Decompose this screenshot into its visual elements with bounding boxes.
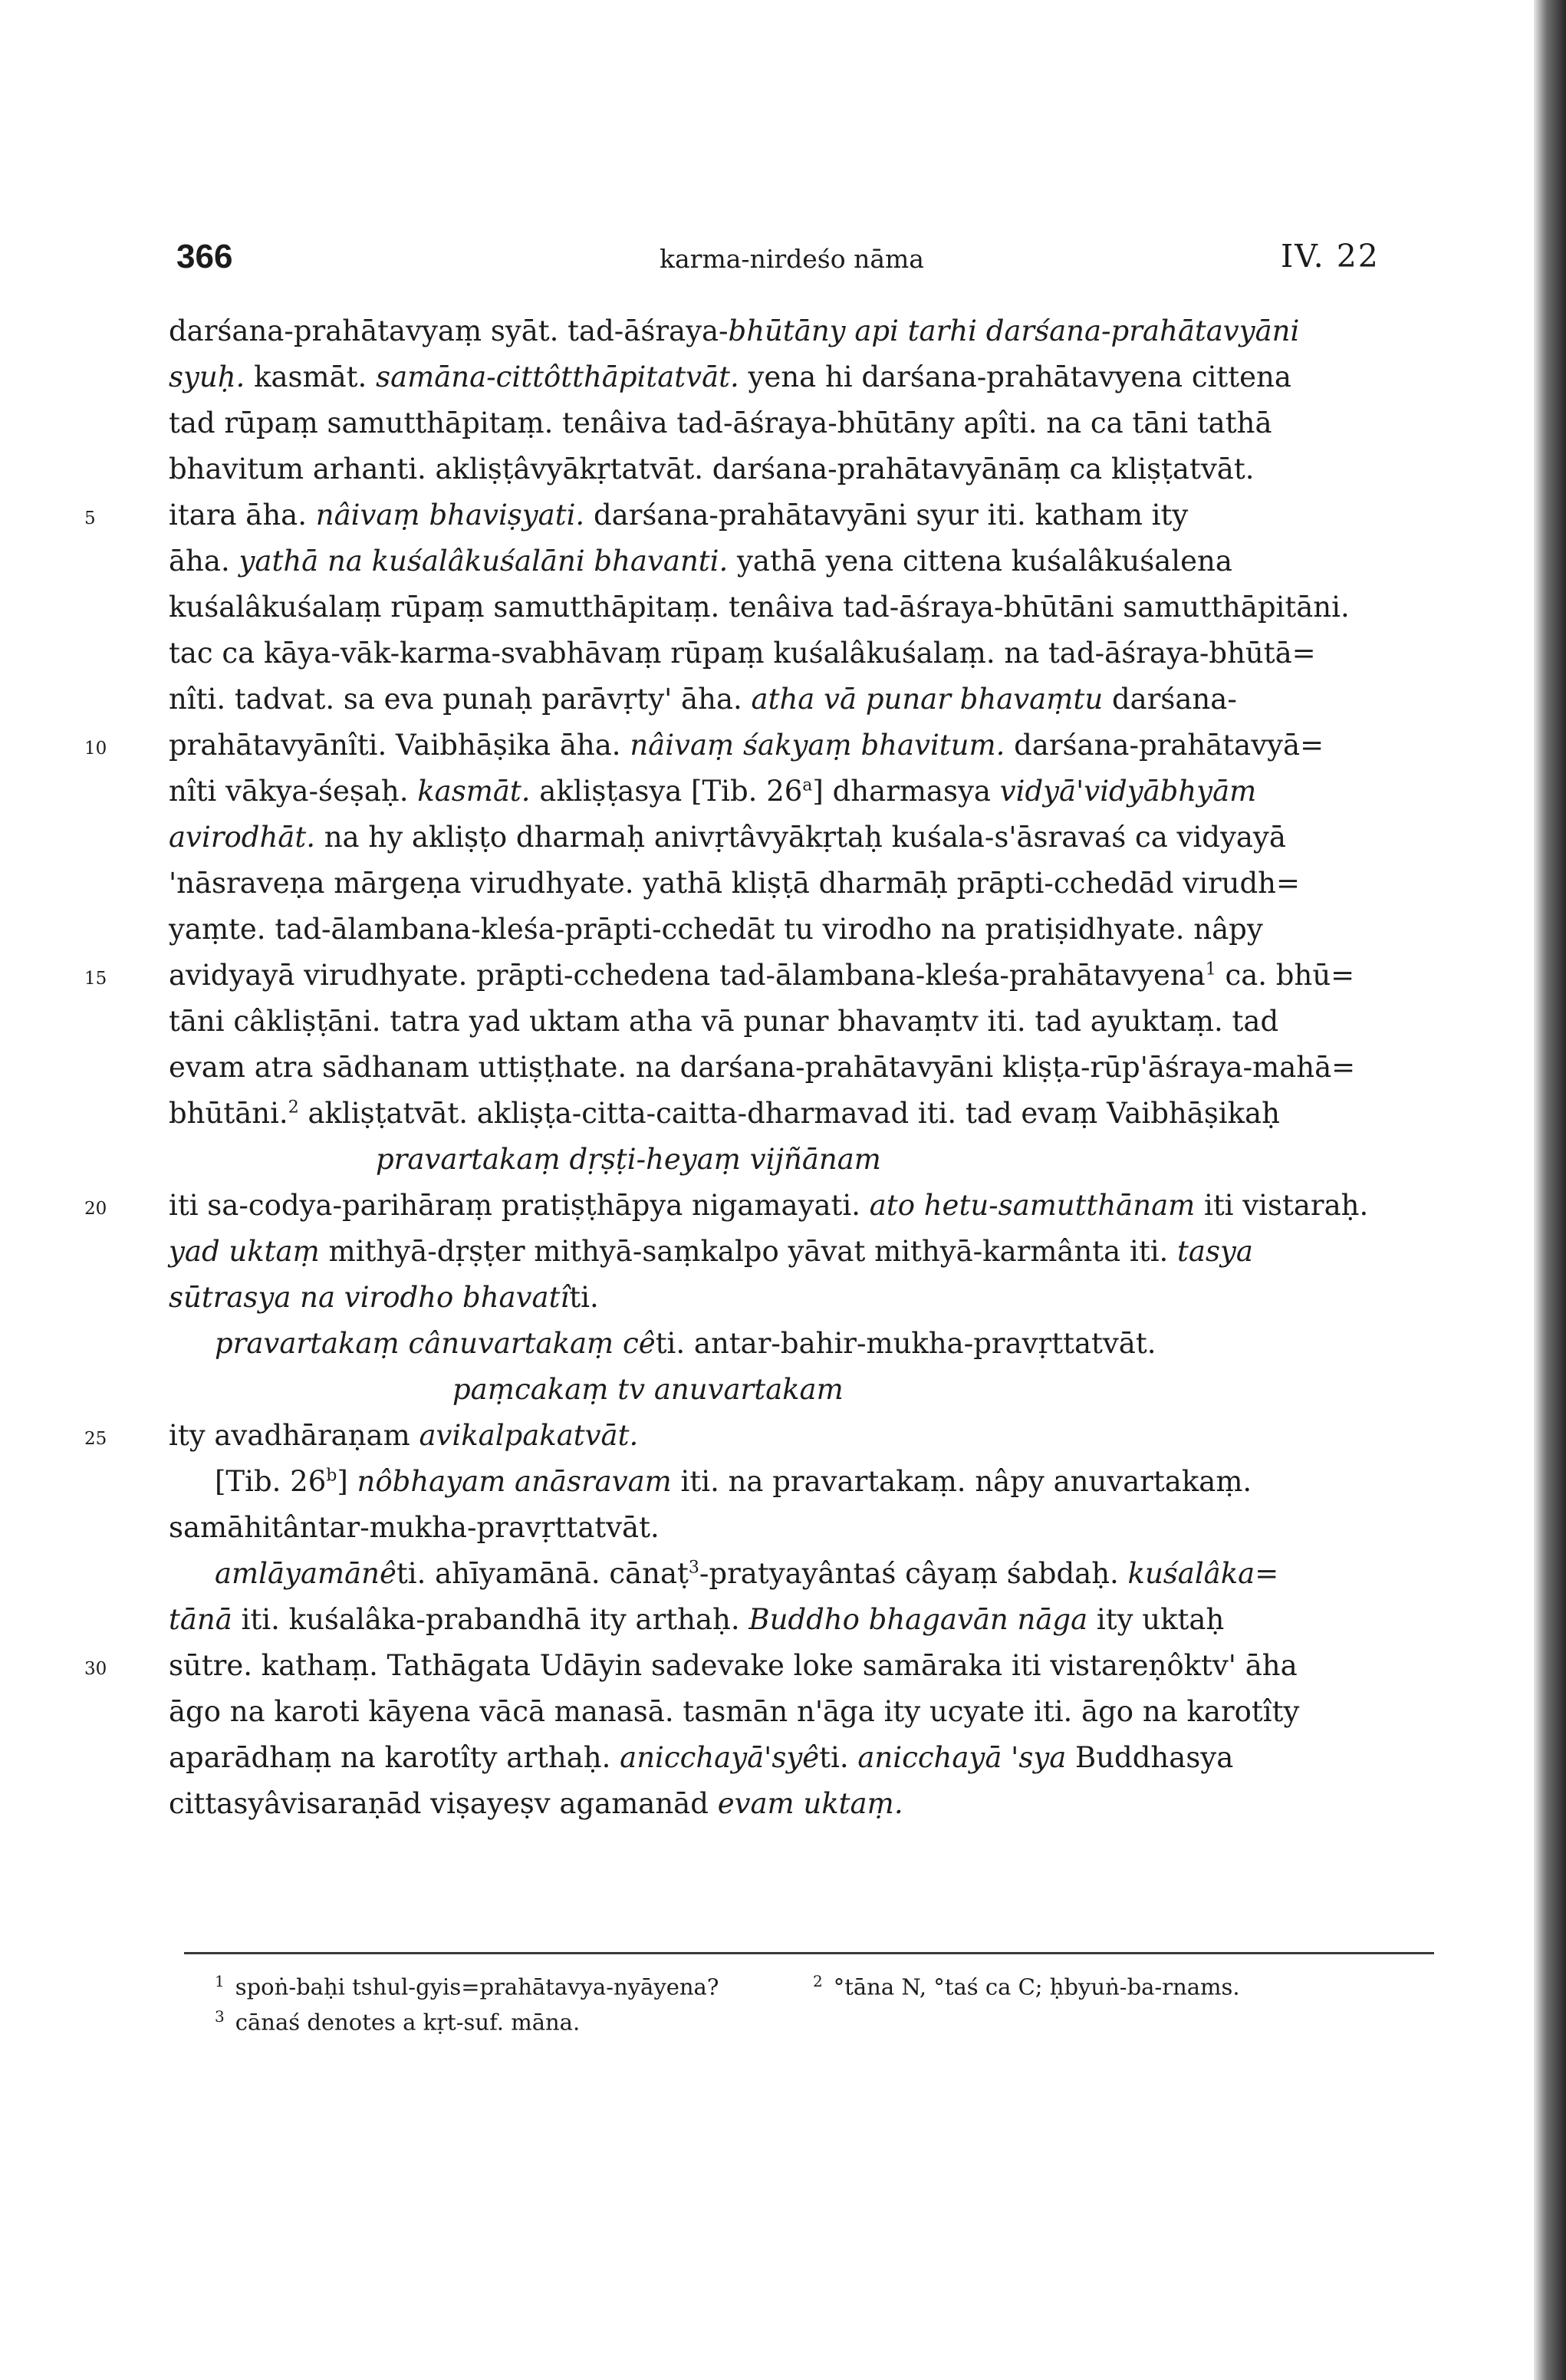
text-line: 25 ity avadhāraṇam avikalpakatvāt. [169, 1413, 1426, 1459]
text-line: 30 sūtre. kathaṃ. Tathāgata Udāyin sadevake loke samāraka iti vistareṇôktv' āha [169, 1643, 1426, 1689]
text-line: āha. yathā na kuśalâkuśalāni bhavanti. yathā yena cittena kuśalâkuśalena [169, 545, 1232, 578]
text-line: evam atra sādhanam uttiṣṭhate. na darśana-prahātavyāni kliṣṭa-rūp'āśraya-mahā= [169, 1051, 1356, 1084]
text-line: kuśalâkuśalaṃ rūpaṃ samutthāpitaṃ. tenâiva tad-āśraya-bhūtāni samutthāpitāni. [169, 591, 1350, 624]
footnote-row [184, 1999, 1434, 2034]
text-line: amlāyamānêti. ahīyamānā. cānaṭ$^3$-pratyayântaś câyaṃ śabdaḥ. kuśalâka= [215, 1557, 1279, 1590]
text-line: tāni câkliṣṭāni. tatra yad uktam atha vā punar bhavaṃtv iti. tad ayuktaṃ. tad [169, 1005, 1279, 1038]
page-header [0, 238, 1566, 284]
text-line: aparādhaṃ na karotîty arthaḥ. anicchayā'syêti. anicchayā 'sya Buddhasya [169, 1741, 1234, 1774]
scan-binding-edge [1534, 0, 1566, 2380]
text-line: [Tib. 26$^b$] nôbhayam anāsravam iti. na pravartakaṃ. nâpy anuvartakaṃ. [215, 1465, 1252, 1498]
text-line: yaṃte. tad-ālambana-kleśa-prāpti-cchedāt tu virodho na pratiṣidhyate. nâpy [169, 913, 1263, 946]
verse-line: pravartakaṃ dṛṣṭi-heyaṃ vijñānam [376, 1143, 881, 1176]
text-line: avirodhāt. na hy akliṣṭo dharmaḥ anivṛtâvyākṛtaḥ kuśala-s'āsravaś ca vidyayā [169, 821, 1286, 854]
text-line: 'nāsraveṇa mārgeṇa virudhyate. yathā kliṣṭā dharmāḥ prāpti-cchedād virudh= [169, 867, 1301, 900]
section-reference: IV. 22 [1281, 238, 1380, 275]
footnote-row [184, 1964, 1434, 1999]
text-line: tad rūpaṃ samutthāpitaṃ. tenâiva tad-āśraya-bhūtāny apîti. na ca tāni tathā [169, 407, 1272, 439]
text-line: āgo na karoti kāyena vācā manasā. tasmān n'āga ity ucyate iti. āgo na karotîty [169, 1695, 1300, 1728]
verse-line: pravartakaṃ cânuvartakaṃ cêti. antar-bahir-mukha-pravṛttatvāt. [215, 1327, 1156, 1360]
line-number: 15 [84, 969, 107, 989]
text-line: bhūtāni.$^2$ akliṣṭatvāt. akliṣṭa-citta-caitta-dharmavad iti. tad evaṃ Vaibhāṣikaḥ [169, 1097, 1280, 1130]
text-line: samāhitântar-mukha-pravṛttatvāt. [169, 1511, 660, 1544]
text-line: 15 avidyayā virudhyate. prāpti-cchedena tad-ālambana-kleśa-prahātavyena$^1$ ca. bhū= [169, 953, 1426, 999]
text-line: tac ca kāya-vāk-karma-svabhāvaṃ rūpaṃ kuśalâkuśalaṃ. na tad-āśraya-bhūtā= [169, 637, 1316, 670]
running-title: karma-nirdeśo nāma [660, 244, 924, 274]
line-number: 5 [84, 509, 96, 528]
page-number: 366 [176, 238, 233, 275]
verse-line: paṃcakaṃ tv anuvartakam [452, 1373, 844, 1406]
text-line: tānā iti. kuśalâka-prabandhā ity arthaḥ. Buddho bhagavān nāga ity uktaḥ [169, 1603, 1225, 1636]
text-line: cittasyâvisaraṇād viṣayeṣv agamanād evam uktaṃ. [169, 1787, 903, 1820]
text-line: 5 itara āha. nâivaṃ bhaviṣyati. darśana-prahātavyāni syur iti. katham ity [169, 492, 1426, 538]
text-line: 10 prahātavyānîti. Vaibhāṣika āha. nâivaṃ śakyaṃ bhavitum. darśana-prahātavyā= [169, 723, 1426, 769]
footnote-2: $^2$ °tāna N, °taś ca C; ḥbyuṅ-ba-rnams. [813, 1972, 1240, 2000]
text-line: nîti vākya-śeṣaḥ. kasmāt. akliṣṭasya [Tib. 26$^a$] dharmasya vidyā'vidyābhyām [169, 775, 1257, 808]
footnote-1: $^1$ spoṅ-baḥi tshul-gyis=prahātavya-nyāyena? [215, 1972, 719, 2000]
text-line: bhavitum arhanti. akliṣṭâvyākṛtatvāt. darśana-prahātavyānāṃ ca kliṣṭatvāt. [169, 453, 1255, 486]
text-line: sūtrasya na virodho bhavatîti. [169, 1281, 599, 1314]
footnotes [184, 1964, 1434, 2034]
line-number: 30 [84, 1659, 107, 1679]
line-number: 20 [84, 1199, 107, 1219]
line-number: 10 [84, 739, 107, 759]
text-line: syuḥ. kasmāt. samāna-cittôtthāpitatvāt. yena hi darśana-prahātavyena cittena [169, 360, 1291, 393]
text-line: 20 iti sa-codya-parihāraṃ pratiṣṭhāpya nigamayati. ato hetu-samutthānam iti vistaraḥ. [169, 1183, 1426, 1229]
footnote-divider [184, 1952, 1434, 1954]
line-number: 25 [84, 1429, 107, 1449]
text-line: yad uktaṃ mithyā-dṛṣṭer mithyā-saṃkalpo yāvat mithyā-karmânta iti. tasya [169, 1235, 1253, 1268]
text-line: nîti. tadvat. sa eva punaḥ parāvṛty' āha. atha vā punar bhavaṃtu darśana- [169, 683, 1237, 716]
text-line: darśana-prahātavyaṃ syāt. tad-āśraya-bhūtāny api tarhi darśana-prahātavyāni [169, 314, 1300, 347]
main-text [84, 308, 1426, 1827]
footnote-3: $^3$ cānaś denotes a kṛt-suf. māna. [215, 2007, 581, 2036]
